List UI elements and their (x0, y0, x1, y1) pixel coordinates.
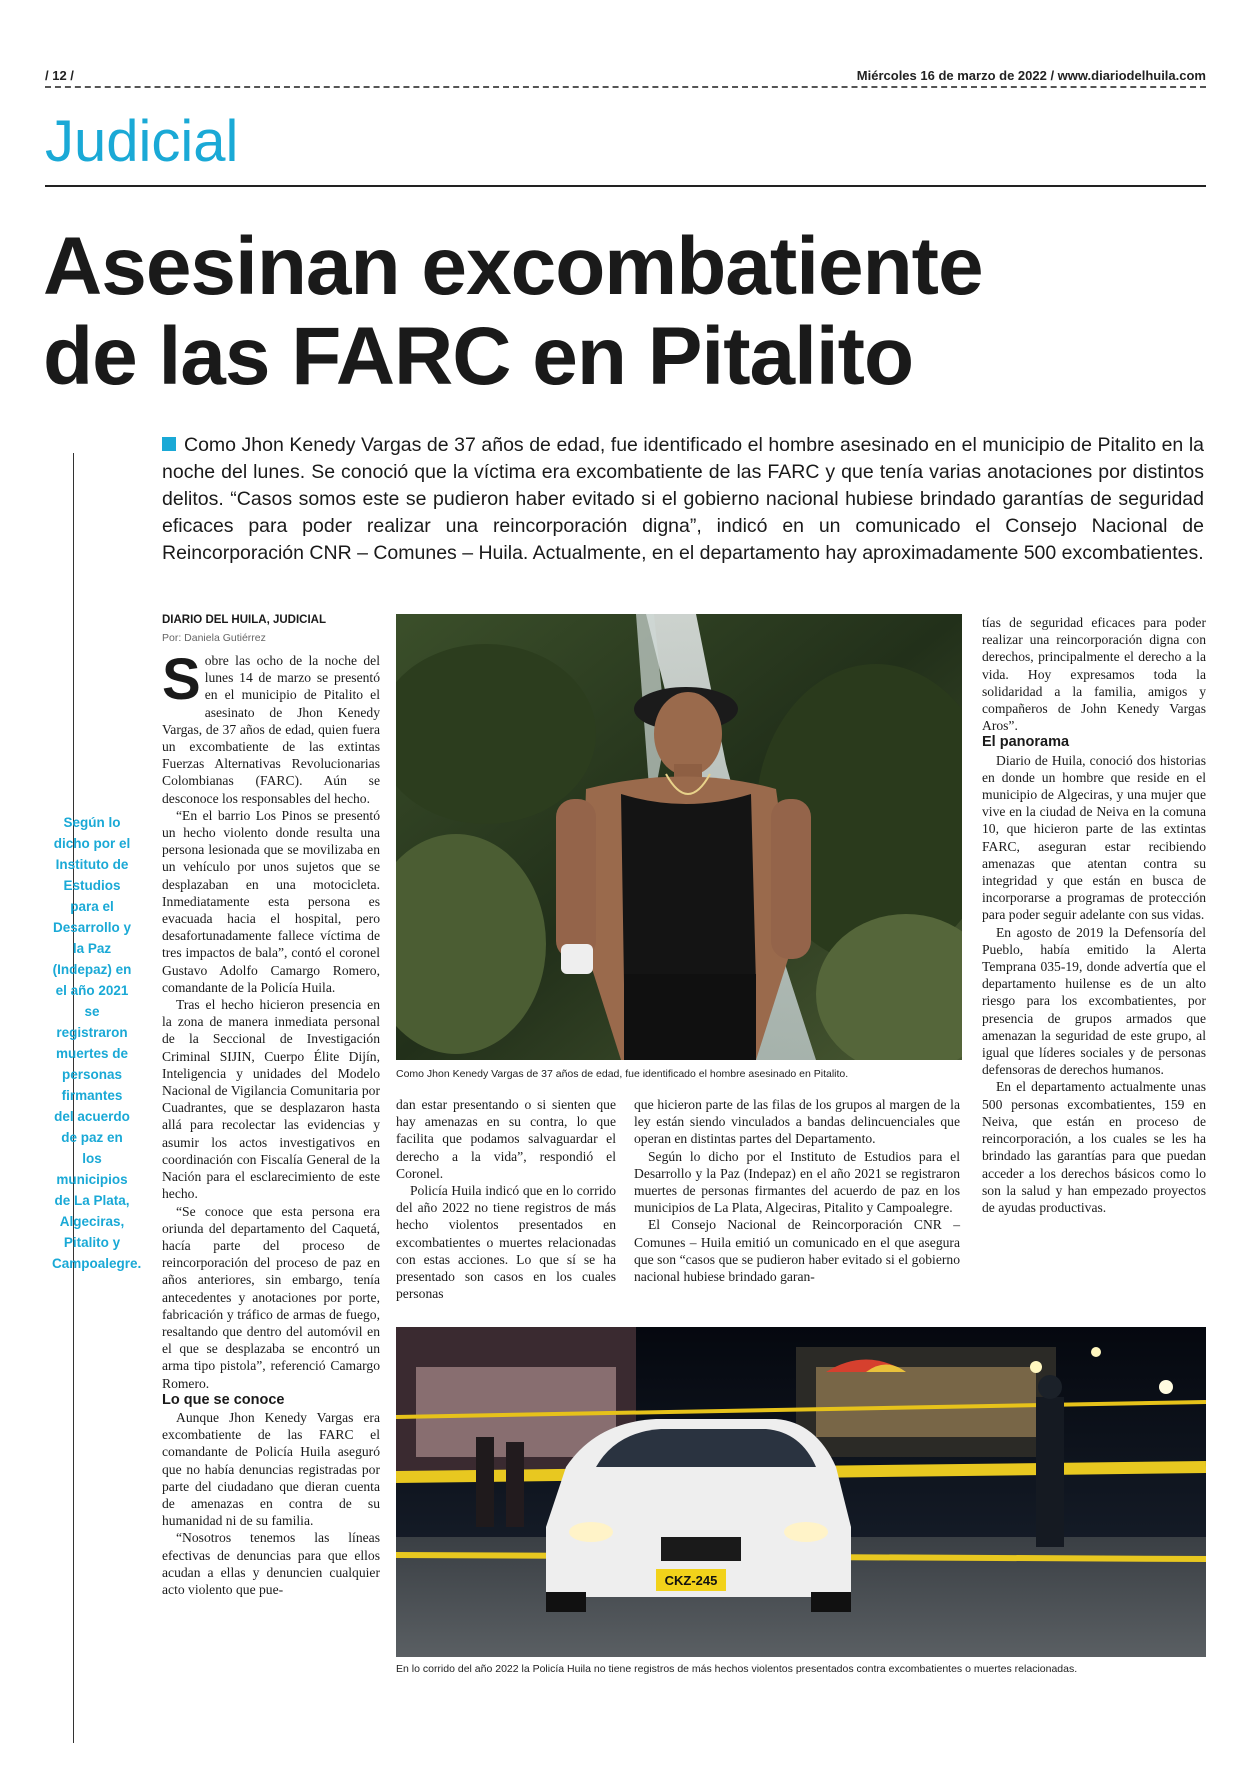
byline-source: DIARIO DEL HUILA, JUDICIAL (162, 614, 326, 626)
paragraph: obre las ocho de la noche del lunes 14 de marzo se presentó en el municipio de Pitalito el asesinato de Jhon Kenedy Vargas, de 37 años de edad, quien fuera un excombatiente de las extintas Fuerzas Alternativas Revolucionarias Colombianas (FARC). Aún se desconoce los responsables del hecho. (162, 653, 380, 806)
paragraph: tías de seguridad eficaces para poder realizar una reincorporación digna con derechos, principalmente el derecho a la vida. Hoy expresamos toda la solidaridad a la familia, amigos y compañeros de John Kenedy Vargas Aros”. (982, 615, 1206, 734)
paragraph: En el departamento actualmente unas 500 personas excombatientes, 159 en Neiva, que están en proceso de reincorporación, a los cuales se les ha brindado las garantías para que puedan acceder a los derechos básicos como lo son la salud y han empezado proyectos de ayudas productivas. (982, 1079, 1206, 1215)
section-title: Judicial (45, 109, 239, 174)
page-number: / 12 / (45, 68, 74, 83)
headline-line-1: Asesinan excombatiente (43, 221, 983, 312)
paragraph: “Nosotros tenemos las líneas efectivas de denuncias para que ellos acudan a ellas y denuncien cualquier acto violento que pue- (162, 1530, 380, 1597)
paragraph: que hicieron parte de las filas de los grupos al margen de la ley están siendo vinculados a bandas delincuenciales que operan en distintas partes del Departamento. (634, 1097, 960, 1147)
victim-photo-illustration (396, 614, 962, 1060)
photo-crime-scene (396, 1327, 1206, 1657)
paragraph: El Consejo Nacional de Reincorporación CNR – Comunes – Huila emitió un comunicado en el que asegura que son “casos que se pudieron haber evitado si el gobierno nacional hubiese brindado garan- (634, 1217, 960, 1285)
photo-victim (396, 614, 962, 1060)
lede-text: Como Jhon Kenedy Vargas de 37 años de edad, fue identificado el hombre asesinado en el municipio de Pitalito en la noche del lunes. Se conoció que la víctima era excombatiente de las FARC y que tenía varias anotaciones por distintos delitos. “Casos somos este se pudieron haber evitado si el gobierno nacional hubiese brindado garantías de seguridad eficaces para poder realizar una reincorporación digna”, indicó en un comunicado el Consejo Nacional de Reincorporación CNR – Comunes – Huila. Actualmente, en el departamento hay aproximadamente 500 excombatientes. (162, 434, 1204, 564)
paragraph: Tras el hecho hicieron presencia en la zona de manera inmediata personal de la Seccional de Investigación Criminal SIJIN, Cuerpo Élite Dijín, Inteligencia y unidades del Modelo Nacional de Vigilancia Comunitaria por Cuadrantes, que se desplazaron hasta allá para recolectar las evidencias y asumir los actos investigativos en coordinación con Fiscalía General de la Nación para el esclarecimiento de este hecho. (162, 997, 380, 1202)
column-2 (396, 1096, 616, 1302)
headline-line-2: de las FARC en Pitalito (43, 311, 914, 402)
date-and-site: Miércoles 16 de marzo de 2022 / www.diariodelhuila.com (856, 68, 1206, 83)
paragraph: Policía Huila indicó que en lo corrido del año 2022 no tiene registros de más hecho violentos presentados en excombatientes o muertes relacionadas con estas acciones. Lo que sí se ha presentado son casos en los cuales personas (396, 1183, 616, 1302)
photo-victim-caption: Como Jhon Kenedy Vargas de 37 años de edad, fue identificado el hombre asesinado en Pitalito. (396, 1068, 849, 1080)
license-plate-text: CKZ-245 (664, 1573, 718, 1588)
column-4 (982, 614, 1206, 1216)
photo-crime-scene-caption: En lo corrido del año 2022 la Policía Huila no tiene registros de más hechos violentos presentados contra excombatientes o muertes relacionadas. (396, 1663, 1078, 1675)
crime-scene-illustration (396, 1327, 1206, 1657)
drop-cap: S (162, 647, 201, 712)
subhead-lo-que-se-conoce: Lo que se conoce (162, 1391, 285, 1408)
paragraph: “En el barrio Los Pinos se presentó un hecho violento donde resulta una persona lesionada que se movilizaba en un vehículo por unos sujetos que se desplazaban en una motocicleta. Inmediatamente esta persona es evacuada hacia el hospital, pero desafortunadamente fallece víctima de tres impactos de bala”, contó el coronel Gustavo Adolfo Camargo Romero, comandante de la Policía Huila. (162, 807, 380, 995)
subhead-el-panorama: El panorama (982, 734, 1070, 751)
paragraph: “Se conoce que esta persona era oriunda del departamento del Caquetá, hacía parte del proceso de reincorporación del proceso de paz en años anteriores, sin embargo, tenía antecedentes y anotaciones por porte, fabricación y tráfico de armas de fuego, resaltando que dentro del automóvil en el que se desplazaba se encontró un arma tipo pistola”, referenció Camargo Romero. (162, 1203, 380, 1391)
paragraph: En agosto de 2019 la Defensoría del Pueblo, había emitido la Alerta Temprana 035-19, donde advertía que el departamento huilense es de un alto riesgo para los excombatientes, por presencia de grupos armados que amenazan la seguridad de este grupo, al igual que líderes sociales y de personas defensoras de derechos humanos. (982, 924, 1206, 1078)
square-bullet-icon (162, 437, 176, 451)
sidebar-quote: Según lo dicho por el Instituto de Estudios para el Desarrollo y la Paz (Indepaz) en el año 2021 se registraron muertes de personas firmantes del acuerdo de paz en los municipios de La Plata, Algeciras, Pitalito y Campoalegre. (52, 815, 142, 1271)
lede (162, 432, 1204, 567)
paragraph: dan estar presentando o si sienten que hay amenazas en su contra, lo que facilita que podamos salvaguardar el derecho a la vida”, respondió el Coronel. (396, 1097, 616, 1181)
column-3 (634, 1096, 960, 1285)
paragraph: Aunque Jhon Kenedy Vargas era excombatiente de las FARC el comandante de Policía Huila aseguró que no había denuncias registradas por parte del ciudadano que dieran cuenta de amenazas en contra de su humanidad ni de su familia. (162, 1409, 380, 1529)
paragraph: Diario de Huila, conoció dos historias en donde un hombre que reside en el municipio de Algeciras, y una mujer que vive en la ciudad de Neiva en la comuna 10, que hicieron parte de las extintas FARC, aseguran estar recibiendo amenazas que atentan contra su integridad y que están en busca de incorporarse a programas de protección para poder seguir adelante con sus vidas. (982, 752, 1206, 923)
column-1 (162, 647, 380, 1598)
header-divider (45, 86, 1206, 88)
headline (43, 222, 1223, 402)
section-rule (45, 185, 1206, 187)
byline-author: Por: Daniela Gutiérrez (162, 632, 266, 644)
paragraph: Según lo dicho por el Instituto de Estudios para el Desarrollo y la Paz (Indepaz) en el año 2021 se registraron muertes de personas firmantes del acuerdo de paz en los municipios de La Plata, Algeciras, Pitalito y Campoalegre. (634, 1148, 960, 1216)
